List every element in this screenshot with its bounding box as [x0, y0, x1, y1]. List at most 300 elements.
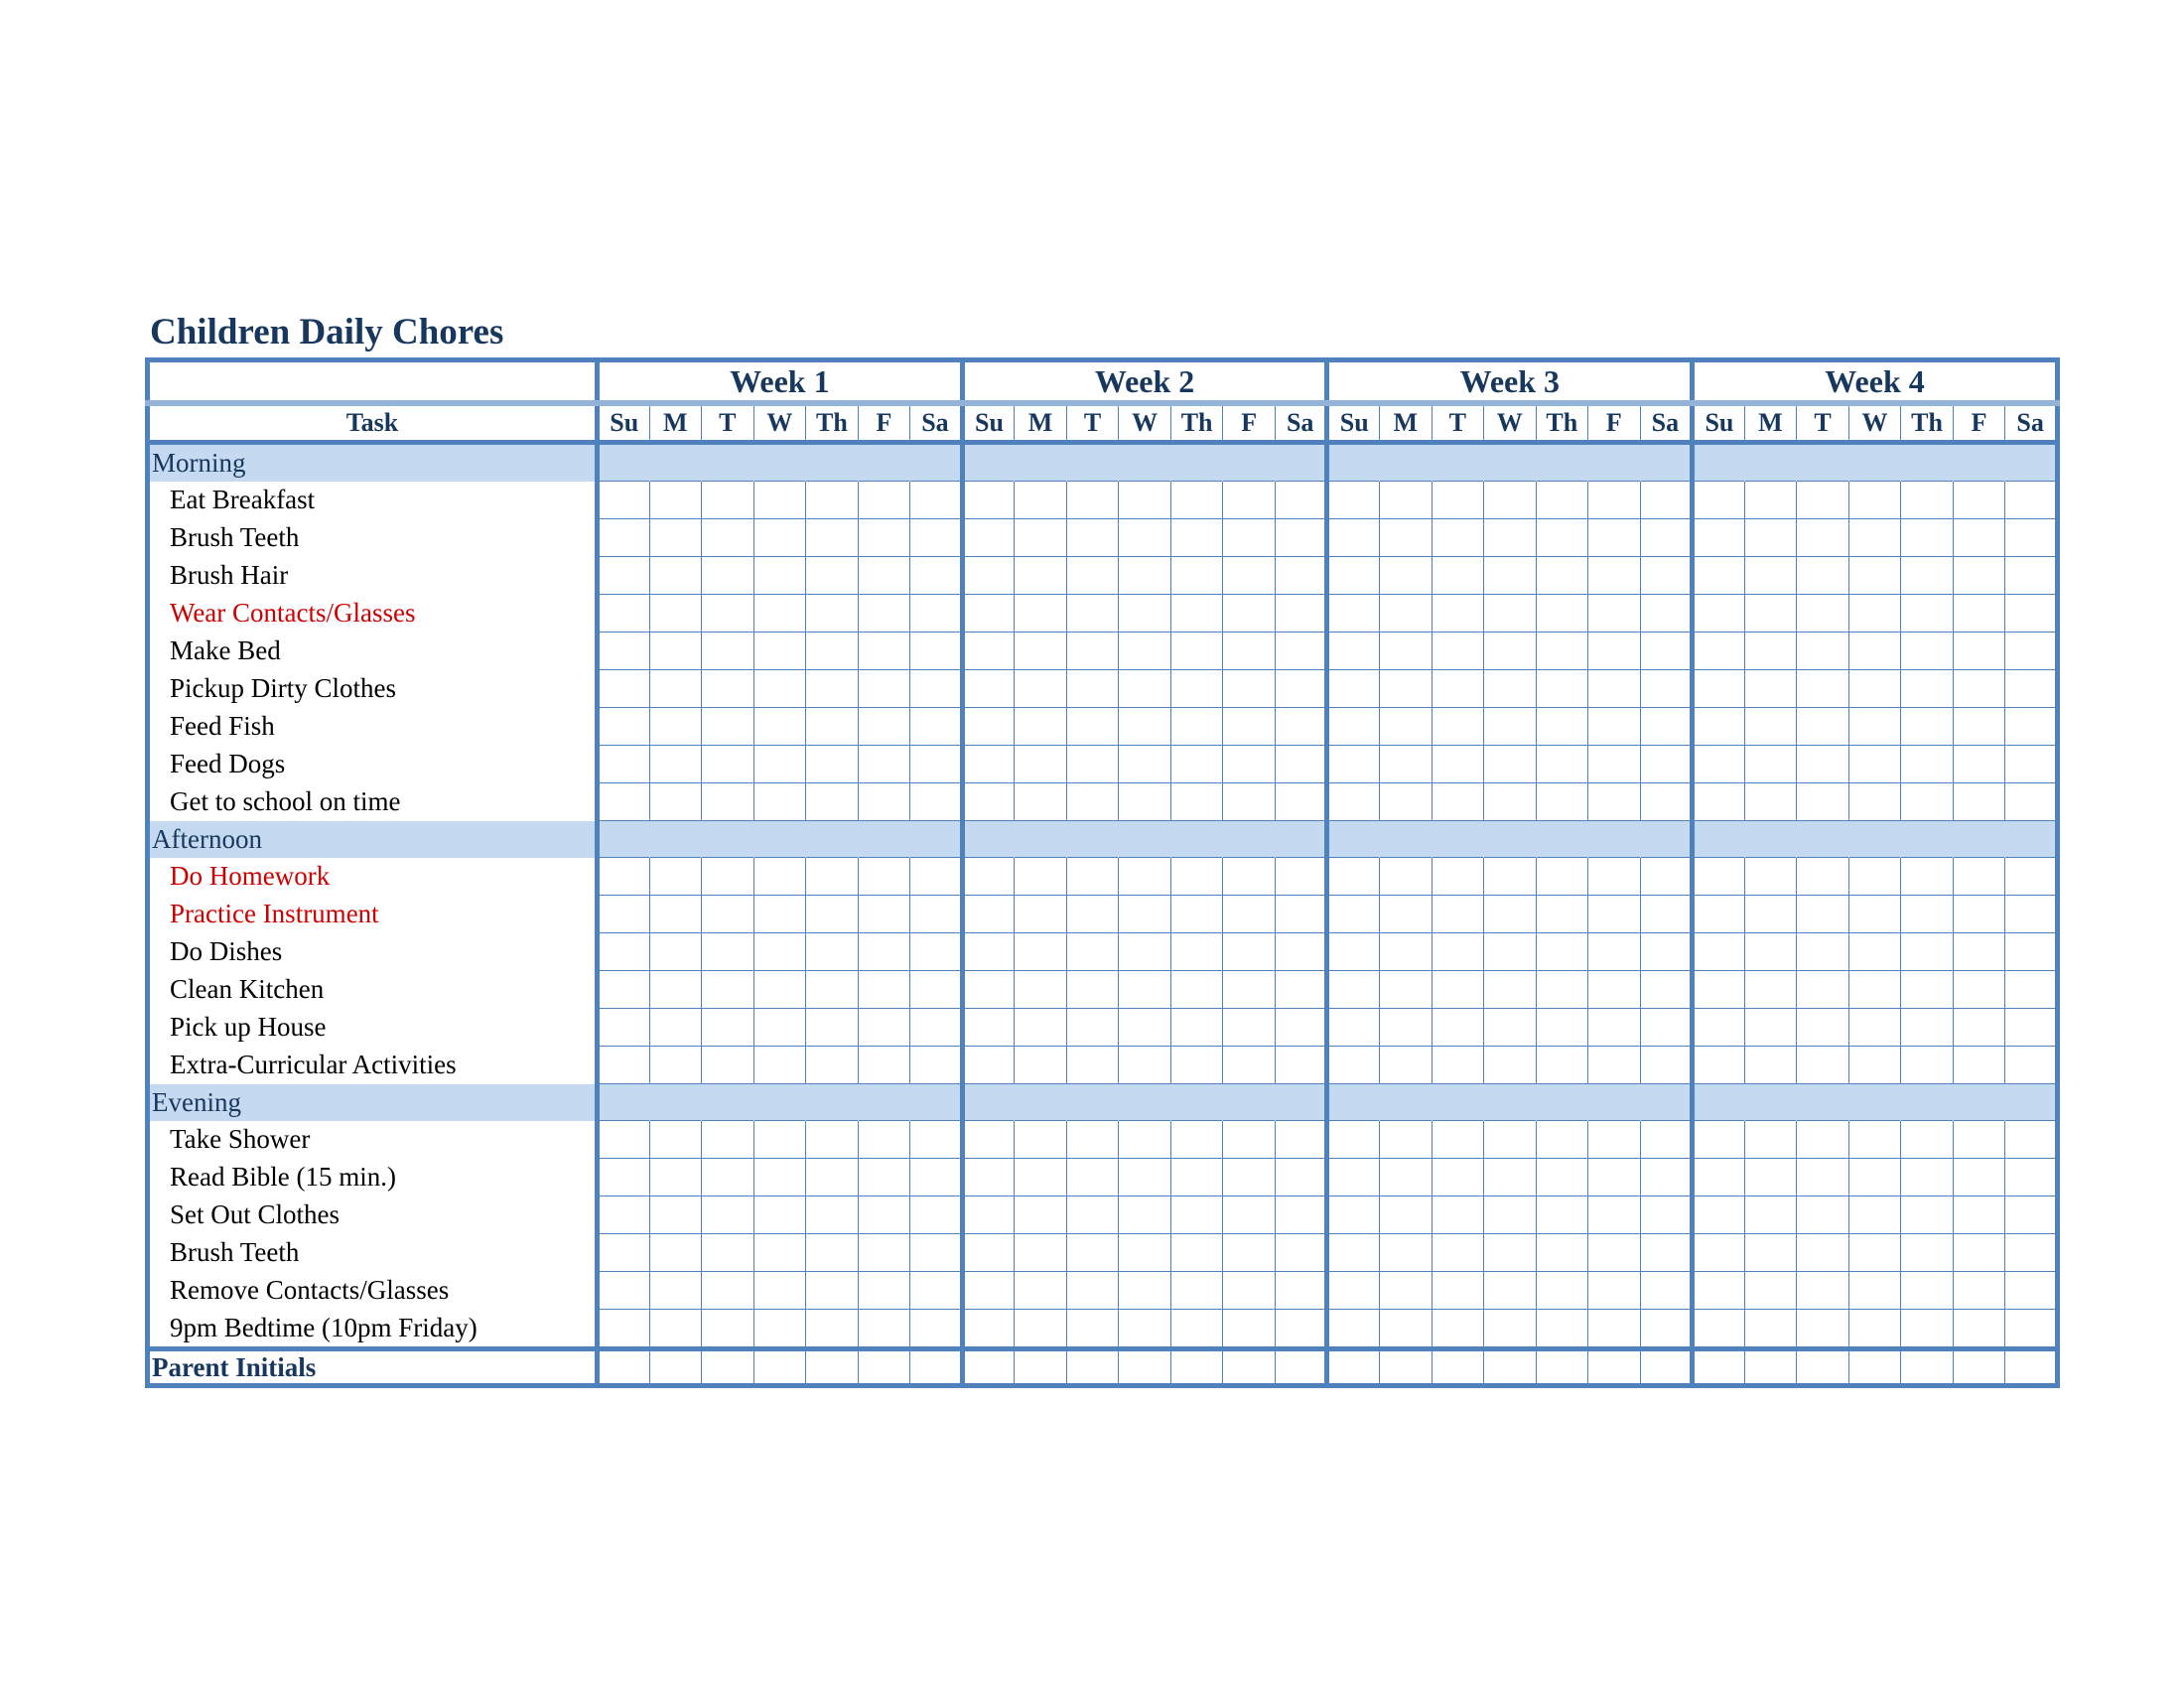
- checkbox-cell[interactable]: [910, 519, 963, 557]
- checkbox-cell[interactable]: [702, 1272, 754, 1310]
- checkbox-cell[interactable]: [910, 933, 963, 971]
- checkbox-cell[interactable]: [962, 858, 1015, 896]
- checkbox-cell[interactable]: [1848, 557, 1901, 595]
- checkbox-cell[interactable]: [1015, 783, 1067, 821]
- checkbox-cell[interactable]: [1379, 746, 1432, 783]
- checkbox-cell[interactable]: [962, 595, 1015, 633]
- checkbox-cell[interactable]: [1797, 933, 1849, 971]
- checkbox-cell[interactable]: [1848, 482, 1901, 519]
- checkbox-cell[interactable]: [1066, 1272, 1119, 1310]
- checkbox-cell[interactable]: [1015, 746, 1067, 783]
- checkbox-cell[interactable]: [1066, 1121, 1119, 1159]
- checkbox-cell[interactable]: [1536, 933, 1588, 971]
- checkbox-cell[interactable]: [598, 482, 650, 519]
- checkbox-cell[interactable]: [1693, 971, 1745, 1009]
- checkbox-cell[interactable]: [1327, 971, 1380, 1009]
- checkbox-cell[interactable]: [1588, 519, 1641, 557]
- checkbox-cell[interactable]: [1379, 1159, 1432, 1196]
- checkbox-cell[interactable]: [1536, 1047, 1588, 1084]
- checkbox-cell[interactable]: [1170, 670, 1223, 708]
- checkbox-cell[interactable]: [1066, 519, 1119, 557]
- checkbox-cell[interactable]: [1119, 971, 1171, 1009]
- checkbox-cell[interactable]: [1223, 1047, 1276, 1084]
- checkbox-cell[interactable]: [910, 1047, 963, 1084]
- checkbox-cell[interactable]: [1744, 746, 1797, 783]
- checkbox-cell[interactable]: [2005, 633, 2058, 670]
- checkbox-cell[interactable]: [1953, 708, 2005, 746]
- checkbox-cell[interactable]: [1119, 858, 1171, 896]
- checkbox-cell[interactable]: [2005, 1047, 2058, 1084]
- checkbox-cell[interactable]: [806, 670, 859, 708]
- checkbox-cell[interactable]: [1744, 595, 1797, 633]
- checkbox-cell[interactable]: [1640, 971, 1693, 1009]
- checkbox-cell[interactable]: [962, 783, 1015, 821]
- checkbox-cell[interactable]: [649, 746, 702, 783]
- checkbox-cell[interactable]: [1327, 1121, 1380, 1159]
- checkbox-cell[interactable]: [1015, 1009, 1067, 1047]
- checkbox-cell[interactable]: [1901, 1310, 1954, 1349]
- checkbox-cell[interactable]: [1066, 1310, 1119, 1349]
- checkbox-cell[interactable]: [1693, 519, 1745, 557]
- checkbox-cell[interactable]: [753, 933, 806, 971]
- checkbox-cell[interactable]: [1901, 858, 1954, 896]
- checkbox-cell[interactable]: [1640, 896, 1693, 933]
- checkbox-cell[interactable]: [1953, 670, 2005, 708]
- checkbox-cell[interactable]: [1379, 595, 1432, 633]
- checkbox-cell[interactable]: [1693, 482, 1745, 519]
- checkbox-cell[interactable]: [1275, 933, 1327, 971]
- checkbox-cell[interactable]: [1797, 557, 1849, 595]
- checkbox-cell[interactable]: [649, 1121, 702, 1159]
- checkbox-cell[interactable]: [1223, 858, 1276, 896]
- checkbox-cell[interactable]: [1119, 557, 1171, 595]
- checkbox-cell[interactable]: [1327, 1047, 1380, 1084]
- checkbox-cell[interactable]: [806, 1009, 859, 1047]
- checkbox-cell[interactable]: [858, 519, 910, 557]
- checkbox-cell[interactable]: [1432, 482, 1484, 519]
- checkbox-cell[interactable]: [753, 783, 806, 821]
- checkbox-cell[interactable]: [1744, 670, 1797, 708]
- checkbox-cell[interactable]: [1848, 519, 1901, 557]
- checkbox-cell[interactable]: [753, 1121, 806, 1159]
- checkbox-cell[interactable]: [702, 933, 754, 971]
- checkbox-cell[interactable]: [598, 858, 650, 896]
- checkbox-cell[interactable]: [1015, 595, 1067, 633]
- initials-cell[interactable]: [1119, 1349, 1171, 1386]
- checkbox-cell[interactable]: [858, 1196, 910, 1234]
- checkbox-cell[interactable]: [1797, 633, 1849, 670]
- checkbox-cell[interactable]: [1275, 1310, 1327, 1349]
- checkbox-cell[interactable]: [962, 1310, 1015, 1349]
- checkbox-cell[interactable]: [1953, 633, 2005, 670]
- checkbox-cell[interactable]: [962, 1196, 1015, 1234]
- checkbox-cell[interactable]: [1484, 1009, 1537, 1047]
- checkbox-cell[interactable]: [1640, 1159, 1693, 1196]
- checkbox-cell[interactable]: [1223, 557, 1276, 595]
- checkbox-cell[interactable]: [1432, 896, 1484, 933]
- checkbox-cell[interactable]: [1484, 519, 1537, 557]
- checkbox-cell[interactable]: [598, 1272, 650, 1310]
- checkbox-cell[interactable]: [1119, 1196, 1171, 1234]
- checkbox-cell[interactable]: [1588, 746, 1641, 783]
- checkbox-cell[interactable]: [1170, 858, 1223, 896]
- checkbox-cell[interactable]: [858, 1234, 910, 1272]
- checkbox-cell[interactable]: [598, 1196, 650, 1234]
- checkbox-cell[interactable]: [1953, 1121, 2005, 1159]
- checkbox-cell[interactable]: [1588, 896, 1641, 933]
- checkbox-cell[interactable]: [806, 595, 859, 633]
- checkbox-cell[interactable]: [1275, 1272, 1327, 1310]
- checkbox-cell[interactable]: [1797, 1159, 1849, 1196]
- checkbox-cell[interactable]: [702, 633, 754, 670]
- checkbox-cell[interactable]: [2005, 1159, 2058, 1196]
- checkbox-cell[interactable]: [1484, 1121, 1537, 1159]
- checkbox-cell[interactable]: [910, 1234, 963, 1272]
- checkbox-cell[interactable]: [1693, 633, 1745, 670]
- initials-cell[interactable]: [1327, 1349, 1380, 1386]
- checkbox-cell[interactable]: [910, 557, 963, 595]
- checkbox-cell[interactable]: [1588, 1310, 1641, 1349]
- checkbox-cell[interactable]: [910, 482, 963, 519]
- checkbox-cell[interactable]: [806, 933, 859, 971]
- checkbox-cell[interactable]: [1275, 519, 1327, 557]
- checkbox-cell[interactable]: [1640, 1234, 1693, 1272]
- checkbox-cell[interactable]: [806, 1234, 859, 1272]
- checkbox-cell[interactable]: [1640, 482, 1693, 519]
- checkbox-cell[interactable]: [910, 1121, 963, 1159]
- checkbox-cell[interactable]: [1901, 519, 1954, 557]
- checkbox-cell[interactable]: [1744, 896, 1797, 933]
- checkbox-cell[interactable]: [910, 783, 963, 821]
- checkbox-cell[interactable]: [1327, 482, 1380, 519]
- checkbox-cell[interactable]: [1066, 746, 1119, 783]
- checkbox-cell[interactable]: [1797, 1047, 1849, 1084]
- checkbox-cell[interactable]: [1015, 708, 1067, 746]
- checkbox-cell[interactable]: [1640, 1196, 1693, 1234]
- checkbox-cell[interactable]: [806, 746, 859, 783]
- checkbox-cell[interactable]: [1953, 557, 2005, 595]
- checkbox-cell[interactable]: [1744, 971, 1797, 1009]
- checkbox-cell[interactable]: [858, 670, 910, 708]
- checkbox-cell[interactable]: [2005, 783, 2058, 821]
- initials-cell[interactable]: [1015, 1349, 1067, 1386]
- checkbox-cell[interactable]: [806, 708, 859, 746]
- checkbox-cell[interactable]: [1536, 746, 1588, 783]
- checkbox-cell[interactable]: [1953, 783, 2005, 821]
- checkbox-cell[interactable]: [1119, 783, 1171, 821]
- checkbox-cell[interactable]: [1744, 1234, 1797, 1272]
- checkbox-cell[interactable]: [1015, 670, 1067, 708]
- checkbox-cell[interactable]: [1170, 1272, 1223, 1310]
- checkbox-cell[interactable]: [1953, 1009, 2005, 1047]
- checkbox-cell[interactable]: [1484, 896, 1537, 933]
- checkbox-cell[interactable]: [1640, 595, 1693, 633]
- checkbox-cell[interactable]: [1119, 896, 1171, 933]
- checkbox-cell[interactable]: [910, 708, 963, 746]
- checkbox-cell[interactable]: [1379, 1196, 1432, 1234]
- checkbox-cell[interactable]: [1119, 1159, 1171, 1196]
- checkbox-cell[interactable]: [1484, 482, 1537, 519]
- checkbox-cell[interactable]: [2005, 595, 2058, 633]
- checkbox-cell[interactable]: [1379, 896, 1432, 933]
- checkbox-cell[interactable]: [753, 633, 806, 670]
- checkbox-cell[interactable]: [1015, 933, 1067, 971]
- checkbox-cell[interactable]: [1170, 1159, 1223, 1196]
- checkbox-cell[interactable]: [1170, 519, 1223, 557]
- checkbox-cell[interactable]: [1901, 633, 1954, 670]
- checkbox-cell[interactable]: [1693, 858, 1745, 896]
- checkbox-cell[interactable]: [1066, 783, 1119, 821]
- checkbox-cell[interactable]: [1432, 1009, 1484, 1047]
- checkbox-cell[interactable]: [1119, 1121, 1171, 1159]
- checkbox-cell[interactable]: [1432, 1234, 1484, 1272]
- initials-cell[interactable]: [806, 1349, 859, 1386]
- checkbox-cell[interactable]: [1536, 1196, 1588, 1234]
- checkbox-cell[interactable]: [702, 746, 754, 783]
- checkbox-cell[interactable]: [1693, 1121, 1745, 1159]
- checkbox-cell[interactable]: [753, 971, 806, 1009]
- checkbox-cell[interactable]: [962, 1121, 1015, 1159]
- checkbox-cell[interactable]: [753, 1310, 806, 1349]
- checkbox-cell[interactable]: [1275, 783, 1327, 821]
- checkbox-cell[interactable]: [1484, 858, 1537, 896]
- checkbox-cell[interactable]: [858, 1009, 910, 1047]
- checkbox-cell[interactable]: [1640, 1310, 1693, 1349]
- checkbox-cell[interactable]: [1901, 1272, 1954, 1310]
- checkbox-cell[interactable]: [1744, 557, 1797, 595]
- checkbox-cell[interactable]: [1588, 1121, 1641, 1159]
- checkbox-cell[interactable]: [1015, 633, 1067, 670]
- checkbox-cell[interactable]: [1015, 482, 1067, 519]
- checkbox-cell[interactable]: [962, 1047, 1015, 1084]
- checkbox-cell[interactable]: [1223, 1310, 1276, 1349]
- checkbox-cell[interactable]: [1275, 670, 1327, 708]
- checkbox-cell[interactable]: [1536, 1272, 1588, 1310]
- initials-cell[interactable]: [858, 1349, 910, 1386]
- checkbox-cell[interactable]: [1484, 1272, 1537, 1310]
- checkbox-cell[interactable]: [1797, 519, 1849, 557]
- checkbox-cell[interactable]: [753, 1159, 806, 1196]
- checkbox-cell[interactable]: [1953, 933, 2005, 971]
- checkbox-cell[interactable]: [1170, 896, 1223, 933]
- checkbox-cell[interactable]: [1797, 708, 1849, 746]
- checkbox-cell[interactable]: [806, 858, 859, 896]
- checkbox-cell[interactable]: [1797, 1272, 1849, 1310]
- checkbox-cell[interactable]: [1848, 896, 1901, 933]
- checkbox-cell[interactable]: [753, 858, 806, 896]
- checkbox-cell[interactable]: [1693, 1272, 1745, 1310]
- checkbox-cell[interactable]: [702, 1159, 754, 1196]
- checkbox-cell[interactable]: [1640, 858, 1693, 896]
- checkbox-cell[interactable]: [858, 557, 910, 595]
- checkbox-cell[interactable]: [1536, 1234, 1588, 1272]
- checkbox-cell[interactable]: [1693, 670, 1745, 708]
- checkbox-cell[interactable]: [598, 783, 650, 821]
- checkbox-cell[interactable]: [1536, 557, 1588, 595]
- checkbox-cell[interactable]: [753, 1047, 806, 1084]
- checkbox-cell[interactable]: [1275, 1234, 1327, 1272]
- checkbox-cell[interactable]: [1744, 1196, 1797, 1234]
- checkbox-cell[interactable]: [1484, 670, 1537, 708]
- checkbox-cell[interactable]: [806, 783, 859, 821]
- initials-cell[interactable]: [1275, 1349, 1327, 1386]
- checkbox-cell[interactable]: [1170, 557, 1223, 595]
- checkbox-cell[interactable]: [753, 595, 806, 633]
- checkbox-cell[interactable]: [1015, 1272, 1067, 1310]
- checkbox-cell[interactable]: [1327, 1234, 1380, 1272]
- initials-cell[interactable]: [1744, 1349, 1797, 1386]
- checkbox-cell[interactable]: [702, 519, 754, 557]
- checkbox-cell[interactable]: [1432, 519, 1484, 557]
- checkbox-cell[interactable]: [1379, 933, 1432, 971]
- checkbox-cell[interactable]: [910, 971, 963, 1009]
- initials-cell[interactable]: [1953, 1349, 2005, 1386]
- checkbox-cell[interactable]: [598, 1047, 650, 1084]
- checkbox-cell[interactable]: [1066, 595, 1119, 633]
- checkbox-cell[interactable]: [1223, 633, 1276, 670]
- checkbox-cell[interactable]: [1275, 1196, 1327, 1234]
- checkbox-cell[interactable]: [1119, 519, 1171, 557]
- checkbox-cell[interactable]: [1170, 1009, 1223, 1047]
- checkbox-cell[interactable]: [806, 519, 859, 557]
- checkbox-cell[interactable]: [598, 708, 650, 746]
- checkbox-cell[interactable]: [1640, 1272, 1693, 1310]
- checkbox-cell[interactable]: [1327, 633, 1380, 670]
- checkbox-cell[interactable]: [1640, 1121, 1693, 1159]
- checkbox-cell[interactable]: [1536, 858, 1588, 896]
- checkbox-cell[interactable]: [1588, 1196, 1641, 1234]
- checkbox-cell[interactable]: [1170, 971, 1223, 1009]
- initials-cell[interactable]: [649, 1349, 702, 1386]
- checkbox-cell[interactable]: [1484, 557, 1537, 595]
- checkbox-cell[interactable]: [1432, 1159, 1484, 1196]
- checkbox-cell[interactable]: [1693, 557, 1745, 595]
- checkbox-cell[interactable]: [649, 670, 702, 708]
- checkbox-cell[interactable]: [1015, 519, 1067, 557]
- checkbox-cell[interactable]: [806, 1121, 859, 1159]
- checkbox-cell[interactable]: [598, 595, 650, 633]
- checkbox-cell[interactable]: [1275, 971, 1327, 1009]
- checkbox-cell[interactable]: [1640, 633, 1693, 670]
- checkbox-cell[interactable]: [1536, 1121, 1588, 1159]
- checkbox-cell[interactable]: [1379, 519, 1432, 557]
- checkbox-cell[interactable]: [1484, 746, 1537, 783]
- checkbox-cell[interactable]: [1848, 933, 1901, 971]
- checkbox-cell[interactable]: [858, 1159, 910, 1196]
- checkbox-cell[interactable]: [702, 708, 754, 746]
- checkbox-cell[interactable]: [1327, 557, 1380, 595]
- checkbox-cell[interactable]: [1327, 858, 1380, 896]
- checkbox-cell[interactable]: [1797, 1310, 1849, 1349]
- checkbox-cell[interactable]: [962, 1159, 1015, 1196]
- checkbox-cell[interactable]: [1119, 746, 1171, 783]
- checkbox-cell[interactable]: [1744, 633, 1797, 670]
- checkbox-cell[interactable]: [910, 1272, 963, 1310]
- checkbox-cell[interactable]: [1953, 858, 2005, 896]
- checkbox-cell[interactable]: [1327, 1196, 1380, 1234]
- checkbox-cell[interactable]: [649, 557, 702, 595]
- checkbox-cell[interactable]: [1901, 708, 1954, 746]
- checkbox-cell[interactable]: [1275, 595, 1327, 633]
- checkbox-cell[interactable]: [1848, 633, 1901, 670]
- initials-cell[interactable]: [702, 1349, 754, 1386]
- checkbox-cell[interactable]: [1848, 1159, 1901, 1196]
- checkbox-cell[interactable]: [598, 1234, 650, 1272]
- checkbox-cell[interactable]: [1066, 1047, 1119, 1084]
- checkbox-cell[interactable]: [1953, 971, 2005, 1009]
- checkbox-cell[interactable]: [598, 746, 650, 783]
- checkbox-cell[interactable]: [962, 933, 1015, 971]
- checkbox-cell[interactable]: [2005, 746, 2058, 783]
- checkbox-cell[interactable]: [1536, 595, 1588, 633]
- checkbox-cell[interactable]: [1536, 482, 1588, 519]
- checkbox-cell[interactable]: [753, 1234, 806, 1272]
- initials-cell[interactable]: [1379, 1349, 1432, 1386]
- checkbox-cell[interactable]: [753, 557, 806, 595]
- checkbox-cell[interactable]: [1693, 1159, 1745, 1196]
- checkbox-cell[interactable]: [1379, 1310, 1432, 1349]
- checkbox-cell[interactable]: [1536, 670, 1588, 708]
- checkbox-cell[interactable]: [1066, 1159, 1119, 1196]
- checkbox-cell[interactable]: [1119, 670, 1171, 708]
- checkbox-cell[interactable]: [1484, 1310, 1537, 1349]
- checkbox-cell[interactable]: [1275, 1159, 1327, 1196]
- checkbox-cell[interactable]: [858, 482, 910, 519]
- checkbox-cell[interactable]: [1223, 1196, 1276, 1234]
- checkbox-cell[interactable]: [1901, 1234, 1954, 1272]
- checkbox-cell[interactable]: [806, 1159, 859, 1196]
- checkbox-cell[interactable]: [1588, 633, 1641, 670]
- checkbox-cell[interactable]: [1223, 482, 1276, 519]
- checkbox-cell[interactable]: [1066, 557, 1119, 595]
- checkbox-cell[interactable]: [1744, 783, 1797, 821]
- checkbox-cell[interactable]: [1588, 1159, 1641, 1196]
- checkbox-cell[interactable]: [1432, 595, 1484, 633]
- checkbox-cell[interactable]: [1327, 1310, 1380, 1349]
- checkbox-cell[interactable]: [1066, 1009, 1119, 1047]
- checkbox-cell[interactable]: [1588, 783, 1641, 821]
- checkbox-cell[interactable]: [649, 783, 702, 821]
- initials-cell[interactable]: [1484, 1349, 1537, 1386]
- checkbox-cell[interactable]: [598, 1121, 650, 1159]
- checkbox-cell[interactable]: [962, 519, 1015, 557]
- checkbox-cell[interactable]: [1588, 858, 1641, 896]
- initials-cell[interactable]: [2005, 1349, 2058, 1386]
- checkbox-cell[interactable]: [1848, 1272, 1901, 1310]
- checkbox-cell[interactable]: [1432, 1121, 1484, 1159]
- checkbox-cell[interactable]: [962, 482, 1015, 519]
- checkbox-cell[interactable]: [753, 519, 806, 557]
- checkbox-cell[interactable]: [2005, 557, 2058, 595]
- checkbox-cell[interactable]: [1432, 1272, 1484, 1310]
- checkbox-cell[interactable]: [2005, 1272, 2058, 1310]
- checkbox-cell[interactable]: [1744, 933, 1797, 971]
- checkbox-cell[interactable]: [702, 971, 754, 1009]
- checkbox-cell[interactable]: [1327, 519, 1380, 557]
- checkbox-cell[interactable]: [1588, 557, 1641, 595]
- checkbox-cell[interactable]: [2005, 1196, 2058, 1234]
- checkbox-cell[interactable]: [1744, 1009, 1797, 1047]
- checkbox-cell[interactable]: [858, 1310, 910, 1349]
- checkbox-cell[interactable]: [1432, 1047, 1484, 1084]
- checkbox-cell[interactable]: [1588, 482, 1641, 519]
- checkbox-cell[interactable]: [753, 1272, 806, 1310]
- checkbox-cell[interactable]: [910, 670, 963, 708]
- checkbox-cell[interactable]: [1275, 746, 1327, 783]
- checkbox-cell[interactable]: [1223, 896, 1276, 933]
- checkbox-cell[interactable]: [1797, 595, 1849, 633]
- checkbox-cell[interactable]: [1119, 1009, 1171, 1047]
